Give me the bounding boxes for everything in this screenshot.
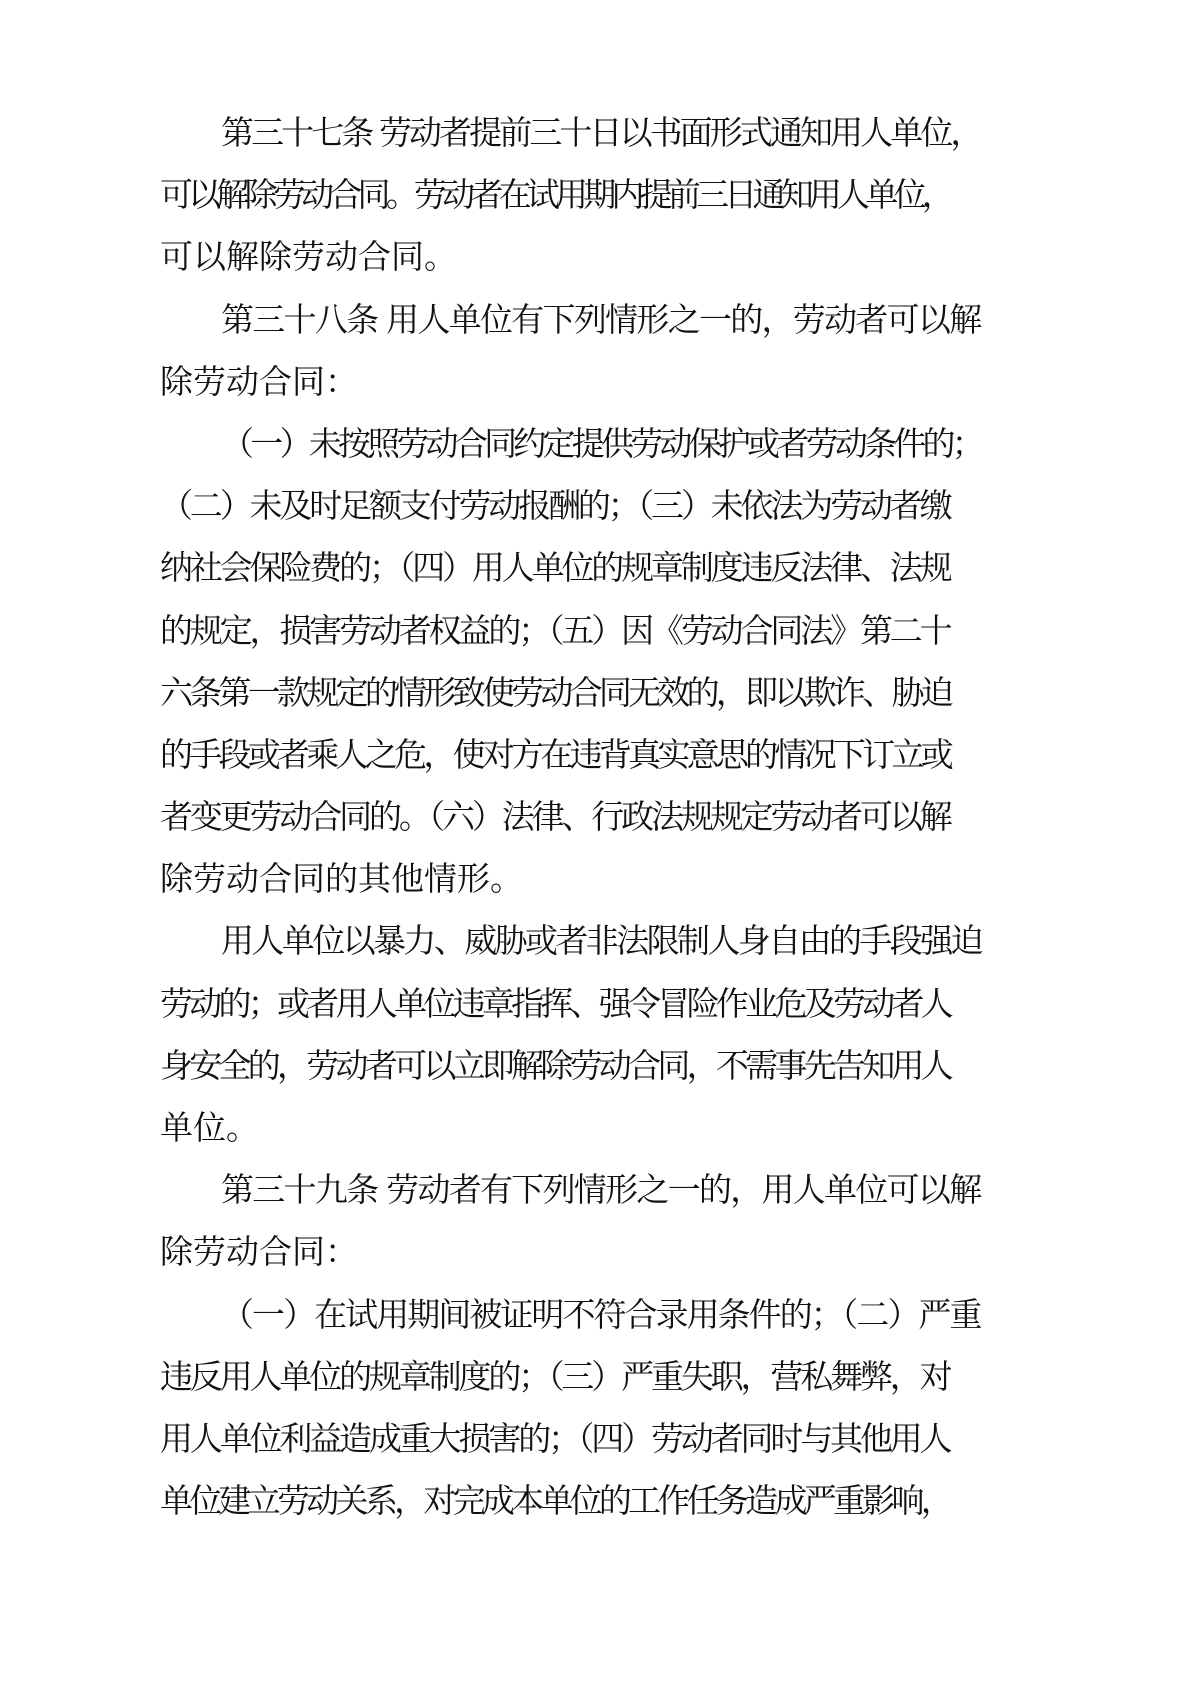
text-line: 纳社会保险费的；（四）用人单位的规章制度违反法律、法规 [160, 548, 950, 587]
text-line: 用人单位以暴力、威胁或者非法限制人身自由的手段强迫 [221, 921, 982, 960]
text-line: 者变更劳动合同的。（六）法律、行政法规规定劳动者可以解 [160, 797, 950, 836]
text-line: 可以解除劳动合同。劳动者在试用期内提前三日通知用人单位， [160, 175, 951, 214]
text-line: （一）在试用期间被证明不符合录用条件的；（二）严重 [221, 1295, 981, 1334]
text-line: 的手段或者乘人之危，使对方在违背真实意思的情况下订立或 [160, 735, 951, 774]
text-line: 第三十九条 劳动者有下列情形之一的，用人单位可以解 [221, 1170, 981, 1209]
text-line: 除劳动合同： [160, 1232, 358, 1271]
text-line: 除劳动合同： [160, 362, 358, 401]
text-line: 身安全的，劳动者可以立即解除劳动合同，不需事先告知用人 [160, 1046, 951, 1085]
text-line: 除劳动合同的其他情形。 [160, 859, 523, 898]
text-line: （一）未按照劳动合同约定提供劳动保护或者劳动条件的； [221, 424, 982, 463]
text-line: （二）未及时足额支付劳动报酬的；（三）未依法为劳动者缴 [160, 486, 950, 525]
text-line: 的规定，损害劳动者权益的；（五）因《劳动合同法》第二十 [160, 611, 950, 650]
text-line: 第三十七条 劳动者提前三十日以书面形式通知用人单位， [221, 113, 981, 152]
text-line: 单位建立劳动关系，对完成本单位的工作任务造成严重影响， [160, 1481, 951, 1520]
text-line: 可以解除劳动合同。 [160, 237, 457, 276]
text-line: 第三十八条 用人单位有下列情形之一的，劳动者可以解 [221, 300, 981, 339]
text-line: 六条第一款规定的情形致使劳动合同无效的，即以欺诈、胁迫 [160, 673, 951, 712]
text-line: 违反用人单位的规章制度的；（三）严重失职，营私舞弊，对 [160, 1357, 950, 1396]
text-line: 用人单位利益造成重大损害的；（四）劳动者同时与其他用人 [160, 1419, 950, 1458]
text-line: 单位。 [160, 1108, 259, 1147]
text-line: 劳动的；或者用人单位违章指挥、强令冒险作业危及劳动者人 [160, 984, 951, 1023]
